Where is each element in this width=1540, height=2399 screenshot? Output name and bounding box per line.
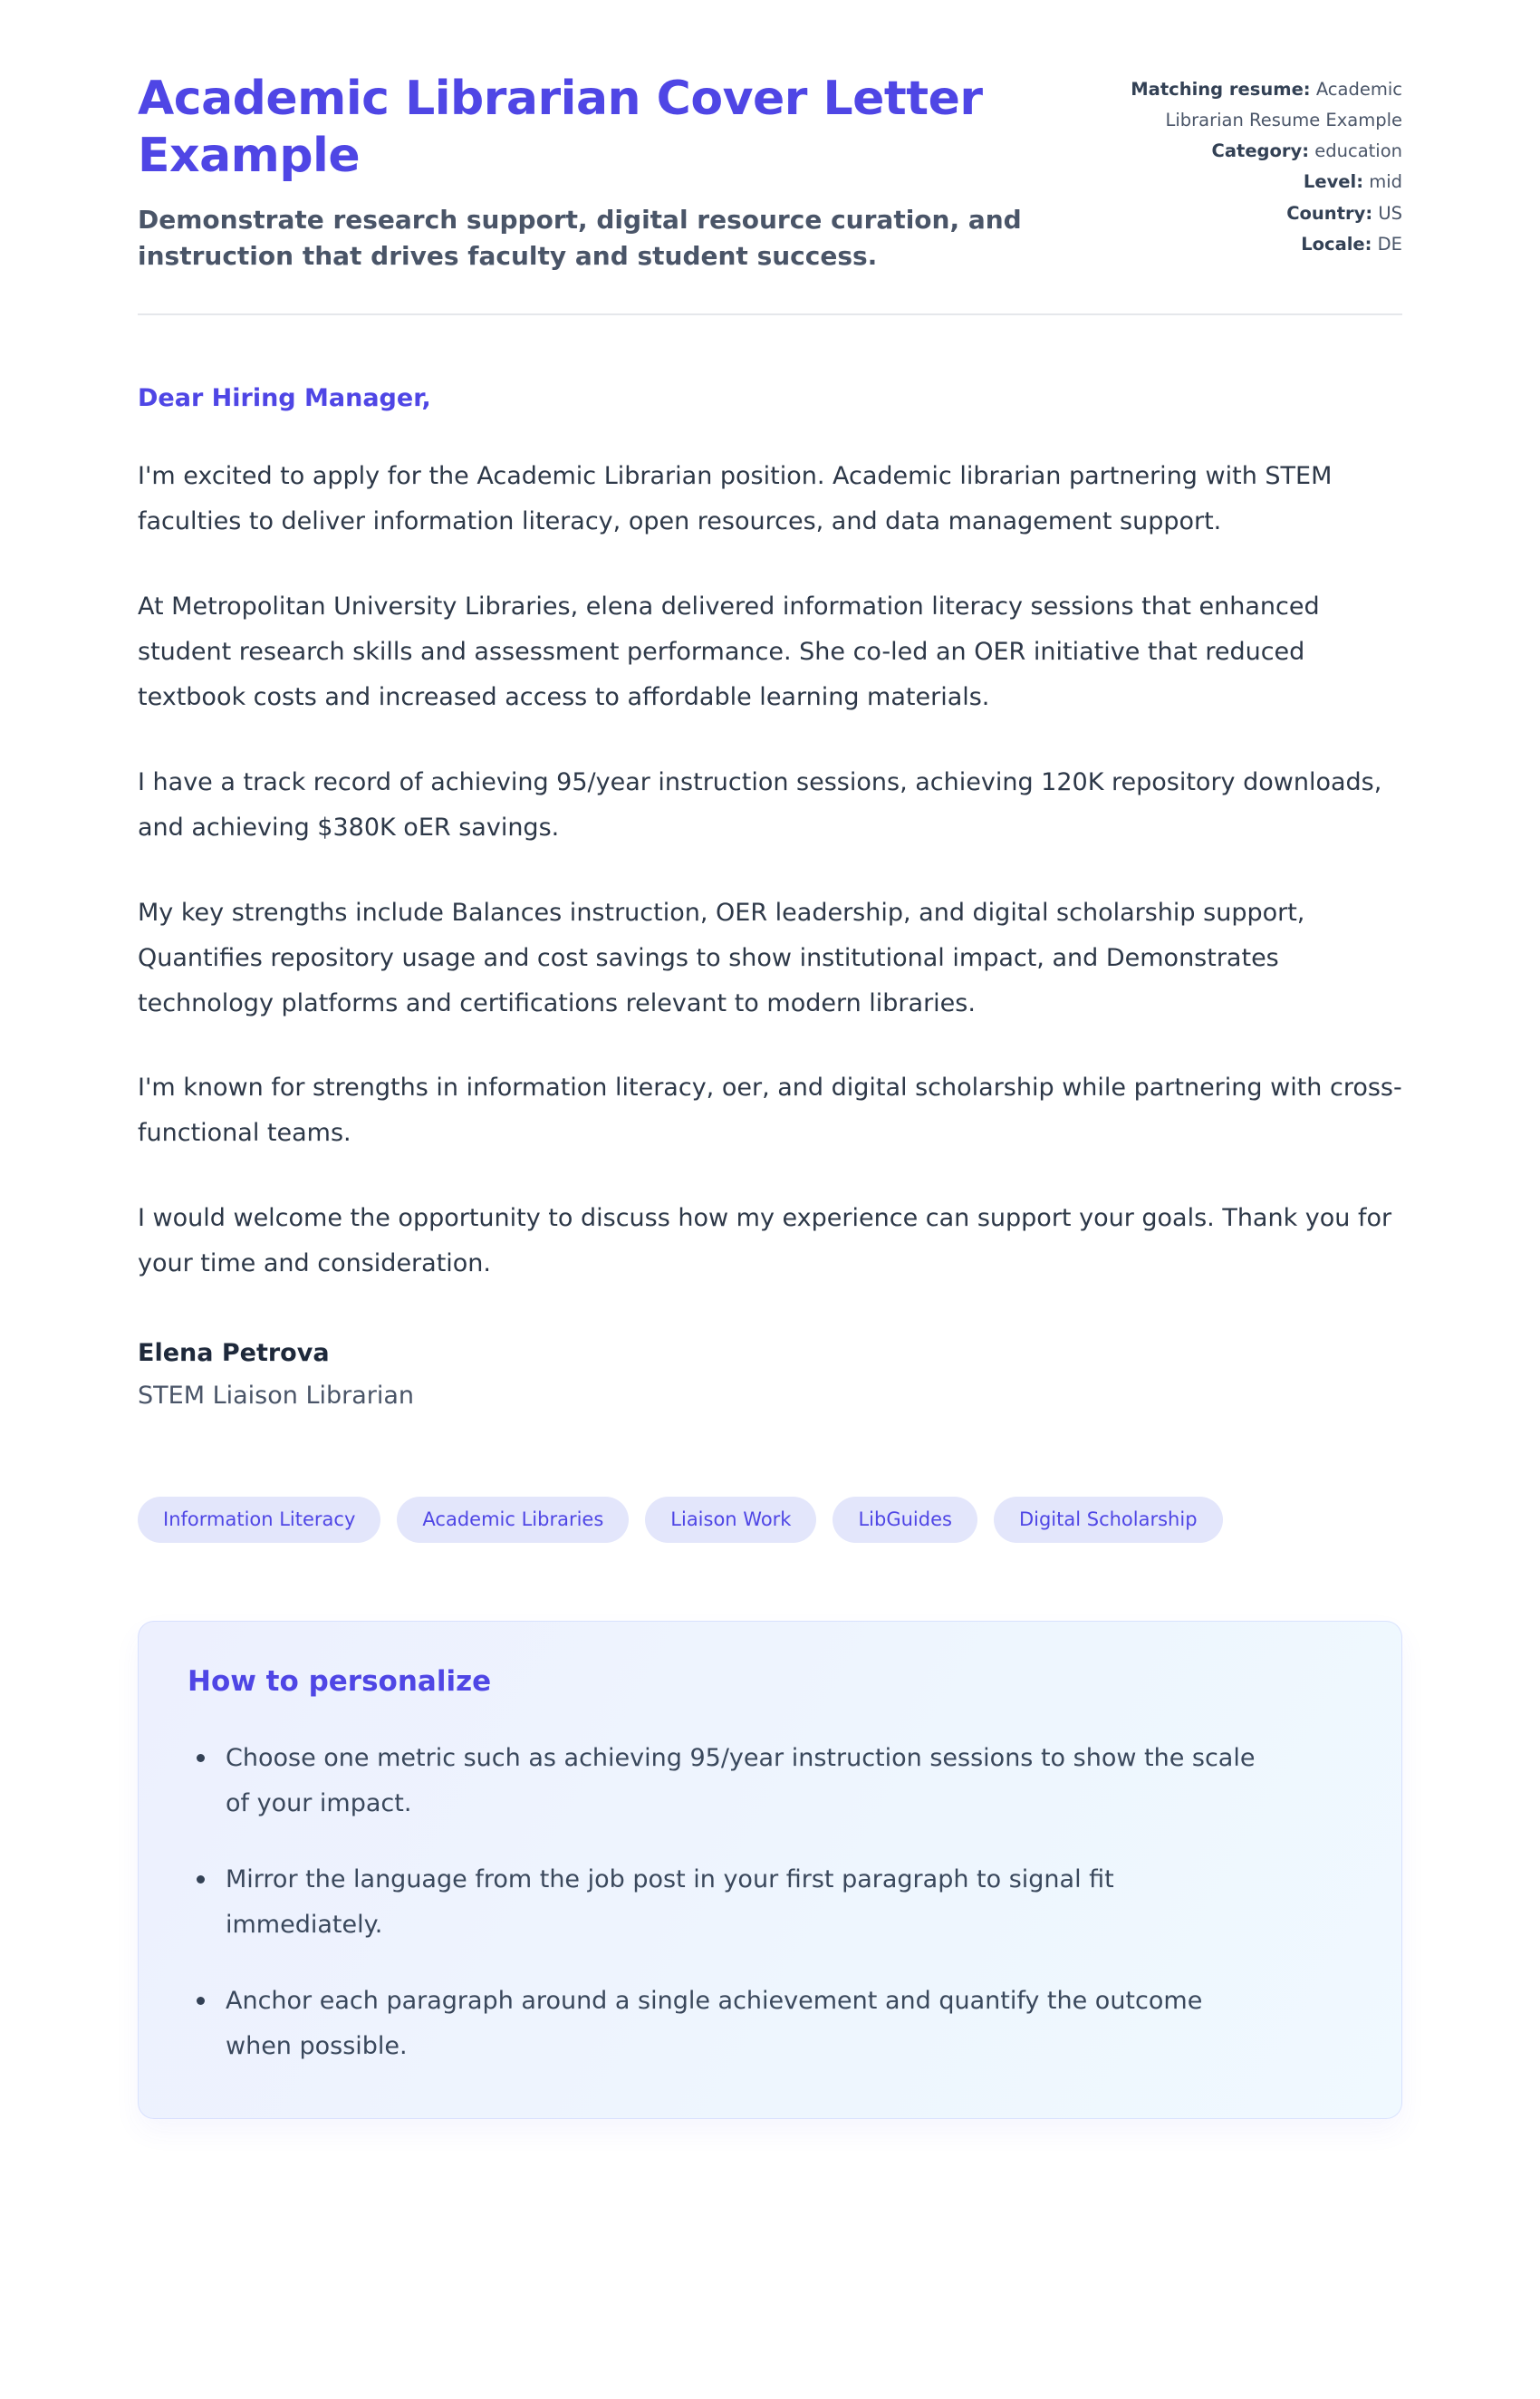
tag-pill-liaison-work[interactable]: Liaison Work	[645, 1497, 816, 1543]
letter-paragraph: I have a track record of achieving 95/year instruction sessions, achieving 120K repository downloads, and achieving $380K oER savings.	[138, 767, 1382, 842]
page-title: Academic Librarian Cover Letter Example	[138, 72, 983, 184]
tag-pill-information-literacy[interactable]: Information Literacy	[138, 1497, 380, 1543]
meta-row-category	[1131, 136, 1402, 167]
resume-meta-panel	[1131, 71, 1402, 275]
letter-paragraph: I'm known for strengths in information literacy, oer, and digital scholarship while partnering with cross-functional teams.	[138, 1074, 1402, 1148]
meta-label: Country:	[1286, 202, 1373, 224]
letter-body	[138, 384, 1402, 1410]
page-header	[138, 71, 1402, 275]
letter-paragraph: At Metropolitan University Libraries, elena delivered information literacy sessions that enhanced student research skills and assessment performance. She co-led an OER initiative that reduced textbook costs and increased access to affordable learning materials.	[138, 592, 1320, 711]
signature-name: Elena Petrova	[138, 1339, 330, 1368]
header-divider	[138, 313, 1402, 315]
letter-greeting: Dear Hiring Manager,	[138, 384, 431, 413]
letter-paragraph: My key strengths include Balances instruction, OER leadership, and digital scholarship support, Quantifies repository usage and cost savings to show institutional impact, and Demonstrates technology platforms and certifications relevant to modern libraries.	[138, 898, 1305, 1017]
meta-label: Locale:	[1301, 233, 1372, 255]
meta-row-country	[1131, 198, 1402, 229]
meta-row-level	[1131, 167, 1402, 198]
meta-label: Matching resume:	[1131, 79, 1311, 100]
bullet-dot-icon	[197, 1875, 205, 1884]
header-title-block	[138, 71, 1053, 275]
tip-item	[188, 1979, 1275, 2069]
meta-value: Academic Librarian Resume Example	[1165, 79, 1402, 131]
tip-text: Mirror the language from the job post in your first paragraph to signal fit immediately.	[226, 1865, 1114, 1939]
page-subtitle: Demonstrate research support, digital resource curation, and instruction that drives faculty and student success.	[138, 204, 1022, 272]
tag-pill-digital-scholarship[interactable]: Digital Scholarship	[994, 1497, 1223, 1543]
bullet-dot-icon	[197, 1754, 205, 1762]
letter-paragraph: I would welcome the opportunity to discuss how my experience can support your goals. Thank you for your time and consideration.	[138, 1204, 1392, 1278]
signature-role: STEM Liaison Librarian	[138, 1382, 415, 1411]
tip-text: Choose one metric such as achieving 95/year instruction sessions to show the scale of your impact.	[226, 1744, 1256, 1818]
meta-value: DE	[1377, 233, 1402, 255]
tip-item	[188, 1857, 1275, 1948]
meta-label: Category:	[1211, 140, 1310, 162]
meta-row-locale	[1131, 229, 1402, 260]
bullet-dot-icon	[197, 1997, 205, 2005]
meta-value: education	[1314, 140, 1402, 162]
tip-item	[188, 1736, 1275, 1826]
tips-panel	[138, 1621, 1402, 2119]
tips-list	[188, 1736, 1352, 2069]
tag-list	[138, 1497, 1402, 1543]
letter-paragraph: I'm excited to apply for the Academic Librarian position. Academic librarian partnering with STEM faculties to deliver information literacy, open resources, and data management support.	[138, 462, 1333, 535]
meta-value: mid	[1369, 171, 1402, 193]
tip-text: Anchor each paragraph around a single achievement and quantify the outcome when possible.	[226, 1986, 1203, 2060]
tag-pill-academic-libraries[interactable]: Academic Libraries	[397, 1497, 629, 1543]
signature-block	[138, 1339, 1402, 1410]
meta-row-matching-resume	[1131, 74, 1402, 136]
tag-pill-libguides[interactable]: LibGuides	[833, 1497, 977, 1543]
meta-value: US	[1378, 202, 1402, 224]
meta-label: Level:	[1303, 171, 1363, 193]
tips-title: How to personalize	[188, 1665, 492, 1699]
